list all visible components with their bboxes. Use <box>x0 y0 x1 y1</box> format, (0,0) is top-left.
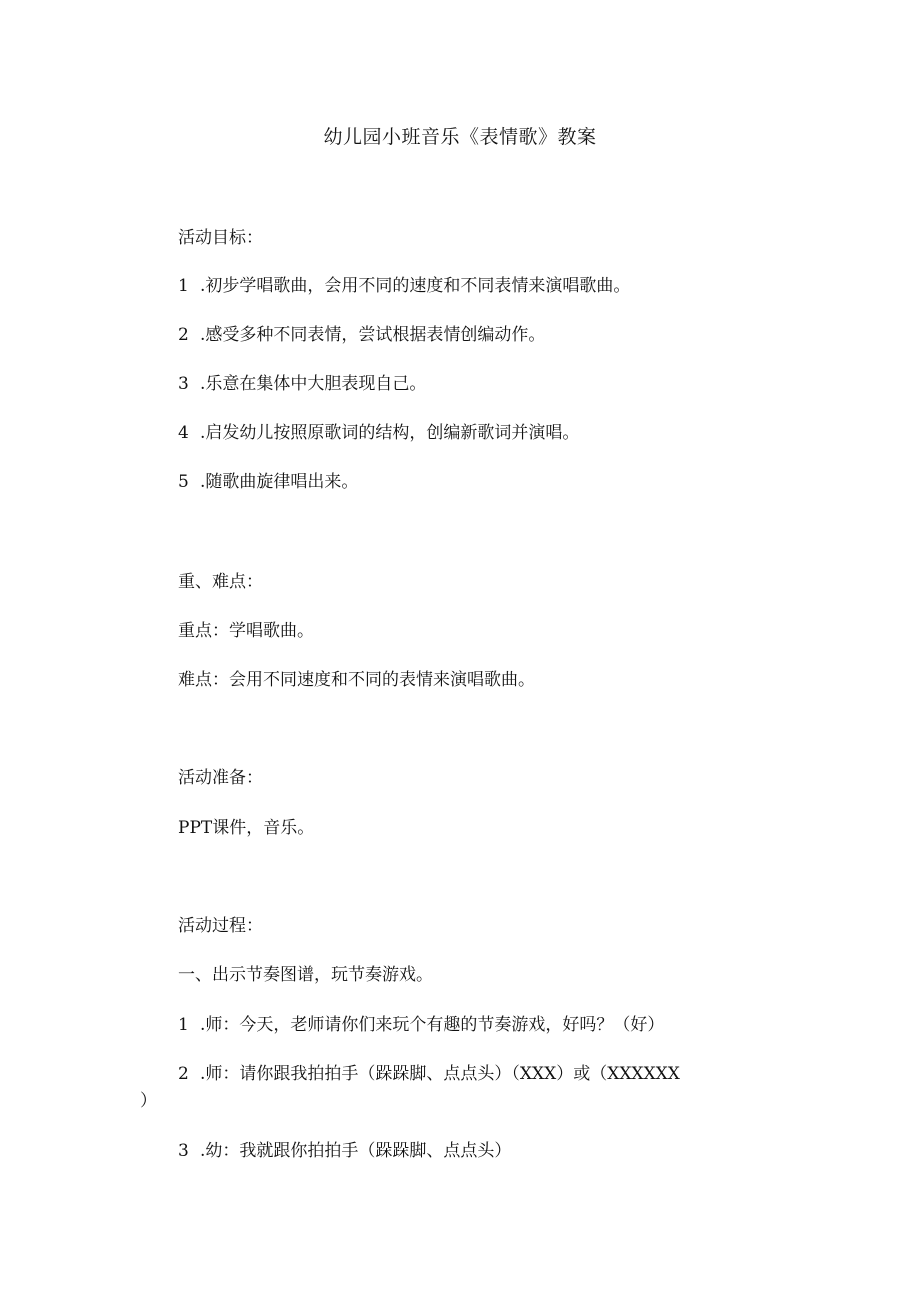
item-text: .启发幼儿按照原歌词的结构，创编新歌词并演唱。 <box>200 423 580 443</box>
page-title: 幼儿园小班音乐《表情歌》教案 <box>323 126 597 148</box>
process-item <box>178 1138 511 1164</box>
item-text: .师：今天，老师请你们来玩个有趣的节奏游戏，好吗？（好） <box>200 1015 665 1035</box>
preparation-heading: 活动准备： <box>178 768 263 788</box>
objective-item <box>178 371 426 397</box>
item-number: 3 <box>178 1141 189 1161</box>
process-item <box>178 1061 680 1087</box>
process-step-heading: 一、出示节奏图谱，玩节奏游戏。 <box>178 965 433 985</box>
key-point-focus: 重点：学唱歌曲。 <box>178 621 314 641</box>
item-text: .幼：我就跟你拍拍手（跺跺脚、点点头） <box>200 1141 512 1161</box>
item-number: 2 <box>178 1064 189 1084</box>
process-heading: 活动过程： <box>178 916 263 936</box>
objective-item <box>178 420 579 446</box>
item-text: .师：请你跟我拍拍手（跺跺脚、点点头）（XXX）或（XXXXXX <box>200 1064 680 1084</box>
key-point-difficulty: 难点：会用不同速度和不同的表情来演唱歌曲。 <box>178 670 535 690</box>
objectives-heading: 活动目标： <box>178 228 263 248</box>
process-item <box>178 1012 664 1038</box>
item-text: .初步学唱歌曲，会用不同的速度和不同表情来演唱歌曲。 <box>200 276 631 296</box>
item-text: .感受多种不同表情，尝试根据表情创编动作。 <box>200 325 546 345</box>
item-number: 3 <box>178 374 189 394</box>
objective-item <box>178 469 358 495</box>
objective-item <box>178 273 630 299</box>
wrapped-line-tail: ） <box>140 1091 157 1111</box>
item-text: .乐意在集体中大胆表现自己。 <box>200 374 427 394</box>
key-points-heading: 重、难点： <box>178 572 263 592</box>
item-number: 1 <box>178 1015 189 1035</box>
item-number: 2 <box>178 325 189 345</box>
objective-item <box>178 322 545 348</box>
item-number: 5 <box>178 472 189 492</box>
item-text: .随歌曲旋律唱出来。 <box>200 472 359 492</box>
item-number: 1 <box>178 276 189 296</box>
preparation-text: PPT课件，音乐。 <box>178 818 315 838</box>
item-number: 4 <box>178 423 189 443</box>
